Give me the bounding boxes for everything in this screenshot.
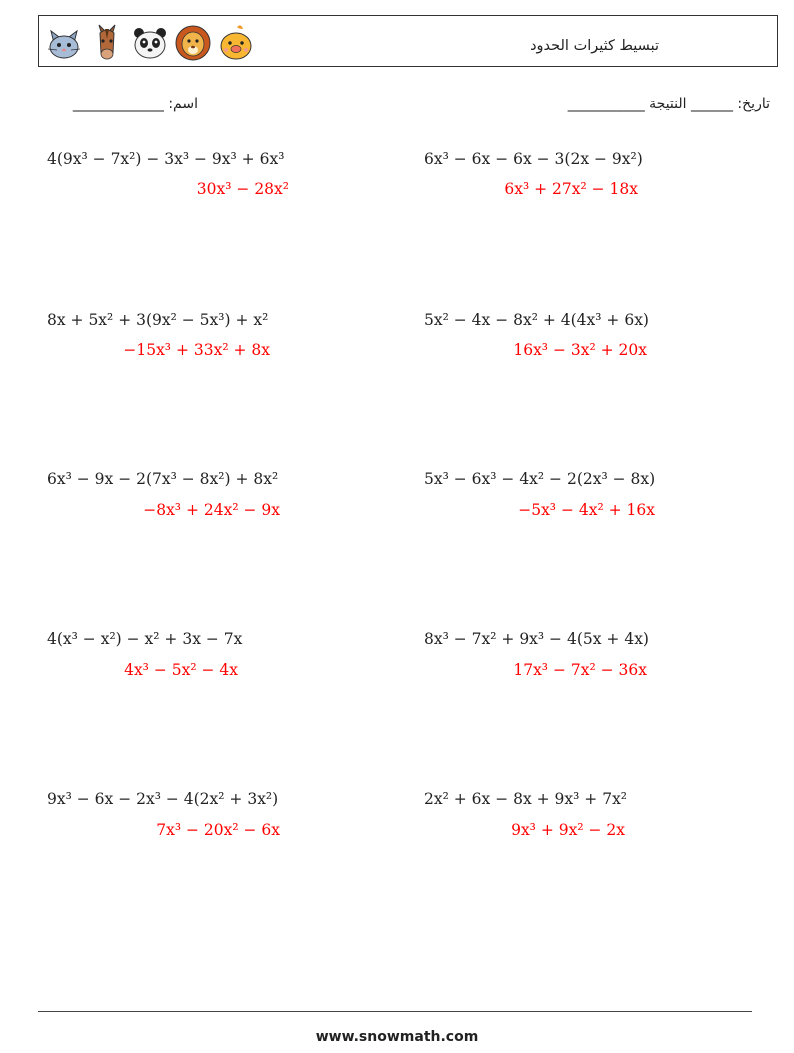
problem-8: 8x³ − 7x² + 9x³ − 4(5x + 4x) <box>424 630 649 648</box>
answer-6: −5x³ − 4x² + 16x <box>518 501 655 519</box>
answer-8: 17x³ − 7x² − 36x <box>513 661 647 679</box>
answer-9: 7x³ − 20x² − 6x <box>156 821 280 839</box>
problem-1: 4(9x³ − 7x²) − 3x³ − 9x³ + 6x³ <box>47 150 285 168</box>
chick-icon <box>217 21 255 63</box>
animal-icons <box>45 21 255 63</box>
problem-5: 6x³ − 9x − 2(7x³ − 8x²) + 8x² <box>47 470 279 488</box>
problem-9: 9x³ − 6x − 2x³ − 4(2x² + 3x²) <box>47 790 279 808</box>
problem-10: 2x² + 6x − 8x + 9x³ + 7x² <box>424 790 628 808</box>
cat-icon <box>45 21 83 63</box>
header-box <box>38 15 778 67</box>
date-score-field: تاريخ: ______ النتيجة ___________ <box>567 96 770 112</box>
problem-2: 6x³ − 6x − 6x − 3(2x − 9x²) <box>424 150 643 168</box>
answer-5: −8x³ + 24x² − 9x <box>143 501 280 519</box>
lion-icon <box>174 21 212 63</box>
worksheet-title: تبسيط كثيرات الحدود <box>530 38 659 54</box>
panda-icon <box>131 21 169 63</box>
answer-1: 30x³ − 28x² <box>196 180 289 198</box>
horse-icon <box>88 21 126 63</box>
answer-3: −15x³ + 33x² + 8x <box>123 341 270 359</box>
problem-6: 5x³ − 6x³ − 4x² − 2(2x³ − 8x) <box>424 470 656 488</box>
problem-7: 4(x³ − x²) − x² + 3x − 7x <box>47 630 243 648</box>
answer-2: 6x³ + 27x² − 18x <box>504 180 638 198</box>
answer-10: 9x³ + 9x² − 2x <box>511 821 625 839</box>
answer-4: 16x³ − 3x² + 20x <box>513 341 647 359</box>
problem-3: 8x + 5x² + 3(9x² − 5x³) + x² <box>47 311 269 329</box>
problem-4: 5x² − 4x − 8x² + 4(4x³ + 6x) <box>424 311 649 329</box>
footer-divider <box>38 1011 752 1012</box>
answer-7: 4x³ − 5x² − 4x <box>124 661 238 679</box>
footer-url[interactable]: www.snowmath.com <box>315 1029 479 1045</box>
name-field: اسم: _____________ <box>72 96 198 112</box>
